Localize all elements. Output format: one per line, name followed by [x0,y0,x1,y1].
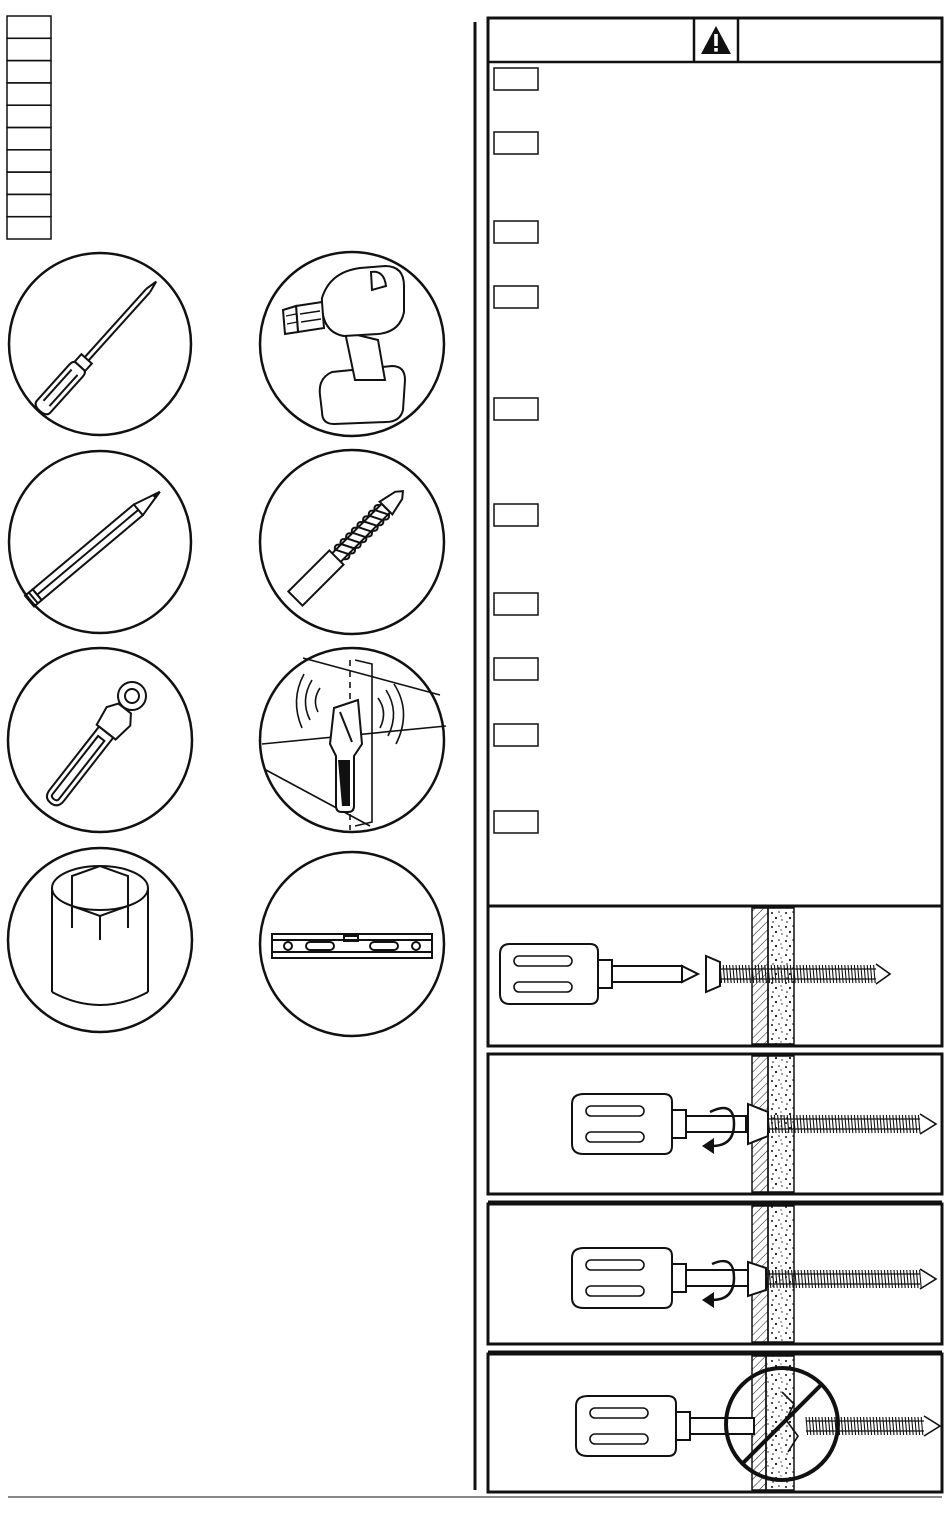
socket-icon [8,848,192,1032]
label-box [7,128,51,150]
label-box [7,38,51,60]
label-box [7,16,51,38]
warning-item-box [494,221,538,243]
label-box [7,61,51,83]
warning-triangle-icon [701,26,731,54]
level-icon [260,852,444,1036]
warning-item-box [494,504,538,526]
label-box-column [7,16,51,239]
masonry-drill-bit-icon [260,450,444,634]
warning-item-box [494,132,538,154]
label-box [7,194,51,216]
stud-finder-icon [260,648,446,832]
screw-thread [806,1417,924,1435]
warning-item-box [494,68,538,90]
label-box [7,150,51,172]
socket-wrench-icon [8,648,192,832]
warning-item-boxes [494,68,538,833]
warning-item-box [494,286,538,308]
warning-item-box [494,593,538,615]
screw-tighten-clockwise-illustration [572,1056,936,1192]
warning-item-box [494,398,538,420]
screw-tighten-counterclockwise-illustration [572,1206,936,1342]
label-box [7,83,51,105]
warning-item-box [494,724,538,746]
do-not-overtighten-illustration [576,1356,940,1490]
label-box [7,217,51,239]
warning-item-box [494,658,538,680]
cordless-drill-icon [260,252,444,436]
screw-thread [720,965,876,983]
pencil-icon [9,451,191,633]
drill-bit-flutes [333,503,391,561]
screw-anchor-insert-illustration [500,908,890,1044]
anchor-installation-illustrations [488,906,942,1492]
phillips-screwdriver-icon [9,253,191,435]
label-box [7,172,51,194]
label-box [7,105,51,127]
warning-panel [488,18,942,906]
warning-item-box [494,811,538,833]
